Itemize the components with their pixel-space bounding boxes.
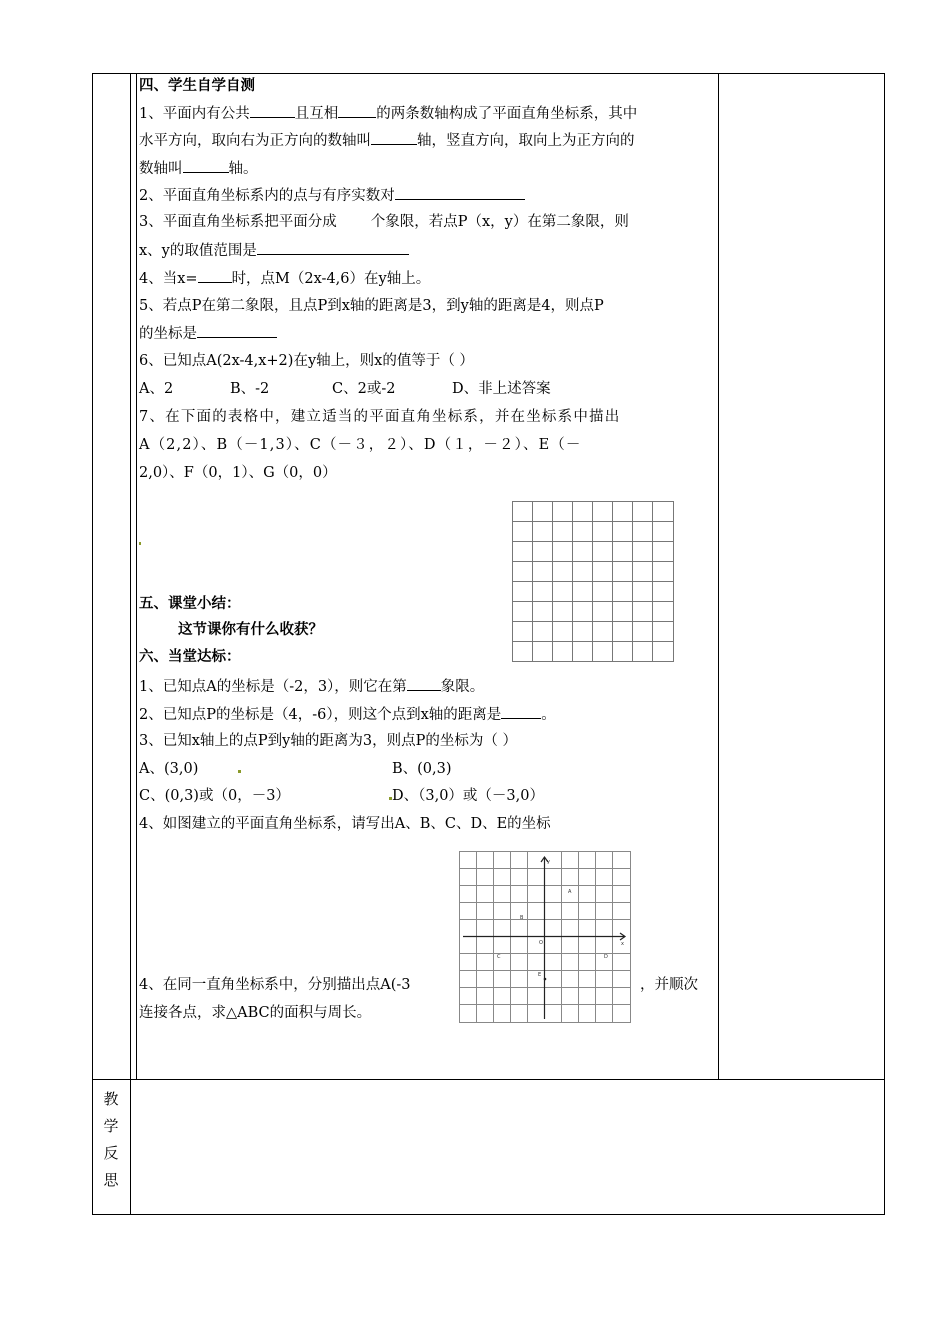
s6-q5-line2: 连接各点，求△ABC的面积与周长。 bbox=[139, 1005, 372, 1021]
reflection-label-1: 教 bbox=[103, 1090, 119, 1108]
answer-blank[interactable] bbox=[501, 704, 541, 719]
x-axis-label: x bbox=[621, 941, 624, 947]
section6-title: 六、当堂达标： bbox=[139, 649, 241, 665]
origin-label: O bbox=[539, 940, 543, 946]
q1-line2: 水平方向，取向右为正方向的数轴叫 轴，竖直方向，取向上为正方向的 bbox=[139, 130, 635, 151]
q6-option-b: B、-2 bbox=[230, 381, 270, 397]
s6-q2: 2、已知点P的坐标是（4，-6），则这个点到x轴的距离是 。 bbox=[139, 704, 556, 725]
table-border-left bbox=[92, 73, 93, 1215]
s6-q1: 1、已知点A的坐标是（-2，3），则它在第 象限。 bbox=[139, 676, 484, 697]
point-c-label: C bbox=[497, 954, 501, 960]
point-d-label: D bbox=[604, 954, 608, 960]
q5-line1: 5、若点P在第二象限，且点P到x轴的距离是3，到y轴的距离是4，则点P bbox=[139, 298, 604, 314]
s6-q3-option-b: B、(0,3) bbox=[392, 761, 452, 777]
q1-line1: 1、平面内有公共 且互相 的两条数轴构成了平面直角坐标系，其中 bbox=[139, 103, 637, 124]
y-axis-label: y bbox=[547, 859, 550, 865]
s6-q4: 4、如图建立的平面直角坐标系，请写出A、B、C、D、E的坐标 bbox=[139, 816, 551, 832]
answer-blank[interactable] bbox=[338, 103, 376, 118]
coordinate-figure bbox=[459, 851, 632, 1024]
q6-stem: 6、已知点A(2x-4,x+2)在y轴上，则x的值等于（ ） bbox=[139, 353, 474, 369]
q7-line2: A（2,2）、B（－1,3）、C（－３，２）、D（１，－２）、E（－ bbox=[139, 437, 582, 453]
answer-blank[interactable] bbox=[250, 103, 295, 118]
point-e-label: E bbox=[538, 972, 542, 978]
q6-option-d: D、非上述答案 bbox=[452, 381, 551, 397]
q3-line1: 3、平面直角坐标系把平面分成 个象限，若点P（x，y）在第二象限，则 bbox=[139, 214, 629, 230]
answer-blank[interactable] bbox=[198, 268, 232, 283]
s6-q5-line1a: 4、在同一直角坐标系中，分别描出点A(-3 bbox=[139, 977, 411, 993]
s6-q3-option-d: D、（3,0）或（－3,0） bbox=[392, 788, 544, 804]
table-divider-notes bbox=[718, 73, 719, 1080]
q6-option-c: C、2或-2 bbox=[332, 381, 396, 397]
table-border-right bbox=[884, 73, 885, 1215]
table-divider-label bbox=[130, 73, 131, 1215]
q3-line2: x、y的取值范围是 bbox=[139, 240, 409, 261]
reflection-label-3: 反 bbox=[103, 1144, 119, 1162]
table-divider-inner bbox=[136, 73, 137, 1080]
q5-line2: 的坐标是 bbox=[139, 323, 277, 344]
blank-grid-figure bbox=[512, 501, 675, 663]
answer-blank[interactable] bbox=[407, 676, 441, 691]
q7-line3: 2,0）、F（0，1）、G（0，0） bbox=[139, 465, 337, 481]
s6-q5-line1b: ，并顺次 bbox=[640, 977, 698, 993]
stray-mark bbox=[139, 542, 141, 545]
s6-q3-stem: 3、已知x轴上的点P到y轴的距离为3，则点P的坐标为（ ） bbox=[139, 733, 517, 749]
point-e-marker bbox=[544, 978, 547, 981]
reflection-label-4: 思 bbox=[103, 1171, 119, 1189]
answer-blank[interactable] bbox=[183, 158, 229, 173]
section5-prompt: 这节课你有什么收获？ bbox=[178, 622, 323, 638]
q1-line3: 数轴叫 轴。 bbox=[139, 158, 258, 179]
answer-blank[interactable] bbox=[371, 130, 417, 145]
section4-title: 四、学生自学自测 bbox=[139, 78, 255, 94]
table-border-top bbox=[92, 73, 885, 74]
answer-blank[interactable] bbox=[197, 323, 277, 338]
point-a-label: A bbox=[568, 889, 572, 895]
point-b-label: B bbox=[520, 915, 524, 921]
table-border-bottom bbox=[92, 1214, 885, 1215]
stray-mark bbox=[238, 770, 241, 773]
section5-title: 五、课堂小结： bbox=[139, 596, 241, 612]
s6-q3-option-c: C、(0,3)或（0，－3） bbox=[139, 788, 290, 804]
table-row-divider bbox=[92, 1079, 885, 1080]
q2: 2、平面直角坐标系内的点与有序实数对 bbox=[139, 185, 525, 206]
reflection-label-2: 学 bbox=[103, 1117, 119, 1135]
q4: 4、当x= 时，点M（2x-4,6）在y轴上。 bbox=[139, 268, 430, 289]
answer-blank[interactable] bbox=[395, 185, 525, 200]
answer-blank[interactable] bbox=[257, 240, 409, 255]
q7-line1: 7、在下面的表格中，建立适当的平面直角坐标系，并在坐标系中描出 bbox=[139, 409, 621, 425]
q6-option-a: A、2 bbox=[139, 381, 174, 397]
s6-q3-option-a: A、(3,0) bbox=[139, 761, 199, 777]
